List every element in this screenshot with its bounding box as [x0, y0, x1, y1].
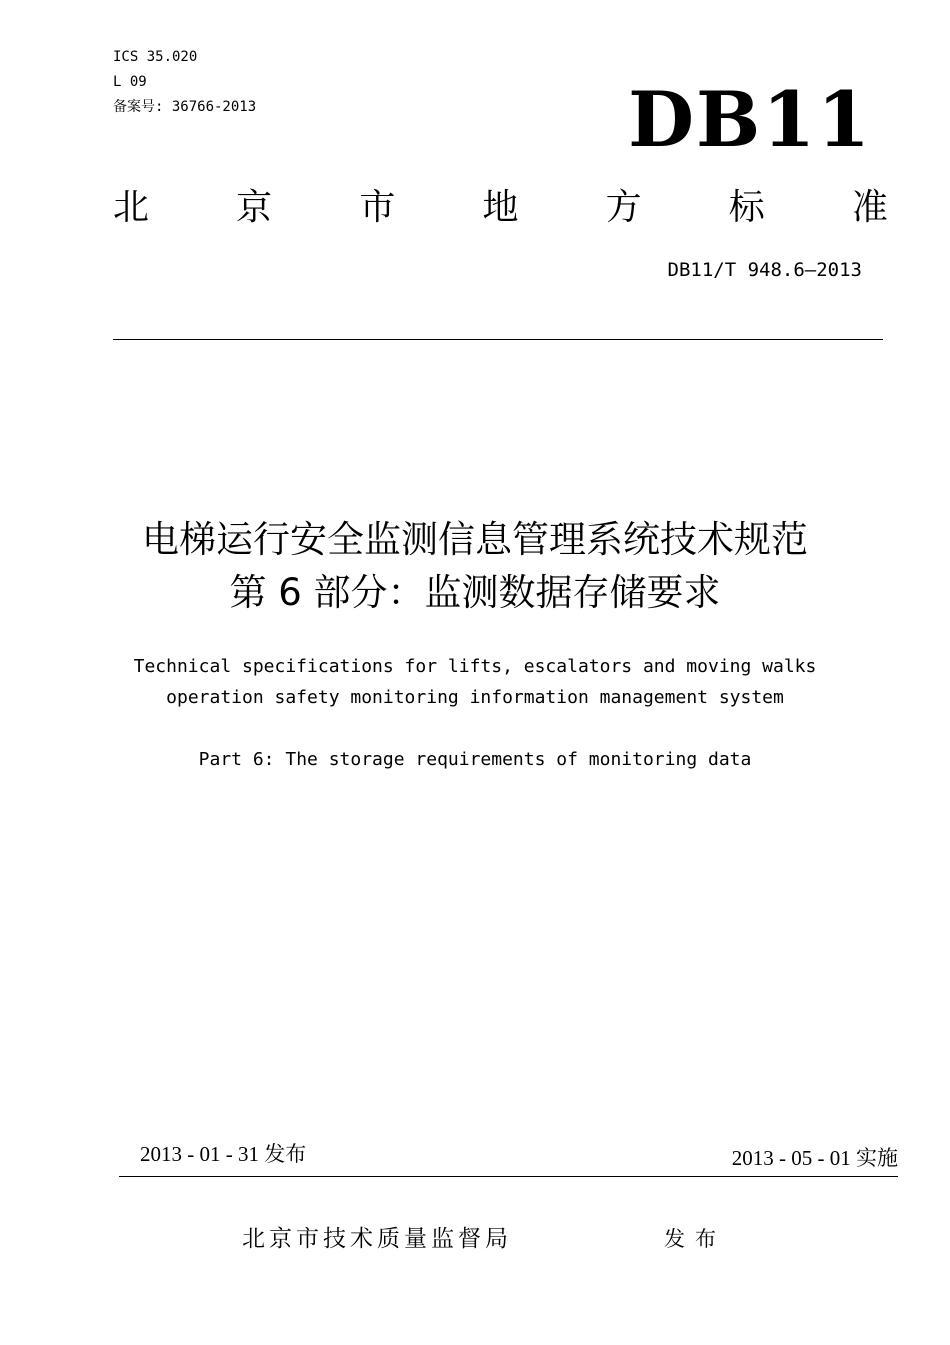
title-english-line-2: operation safety monitoring information management system — [166, 687, 784, 708]
title-chinese-line-2: 第 6 部分：监测数据存储要求 — [229, 571, 721, 614]
issuing-authority: 北京市技术质量监督局 — [242, 1226, 512, 1252]
title-chinese-line-1: 电梯运行安全监测信息管理系统技术规范 — [142, 518, 808, 561]
footer-divider — [119, 1176, 898, 1177]
standard-type-char: 北 — [113, 187, 150, 228]
issued-label: 发布 — [664, 1227, 726, 1251]
standard-type-char: 市 — [359, 187, 396, 228]
standard-type-char: 准 — [851, 187, 888, 228]
header-divider — [113, 339, 883, 340]
standard-type-char: 标 — [728, 187, 765, 228]
standard-type-char: 京 — [236, 187, 273, 228]
standard-type-heading — [113, 186, 888, 230]
ccs-code: L 09 — [113, 74, 147, 90]
implementation-date: 2013 - 05 - 01 实施 — [731, 1146, 898, 1170]
standard-type-char: 地 — [482, 187, 519, 228]
standard-number: DB11/T 948.6—2013 — [667, 259, 862, 281]
filing-number: 备案号: 36766-2013 — [113, 99, 257, 115]
standard-type-char: 方 — [605, 187, 642, 228]
db11-logo: DB11 — [628, 75, 872, 164]
title-english-line-1: Technical specifications for lifts, escalators and moving walks — [133, 656, 817, 677]
issue-date: 2013 - 01 - 31 发布 — [140, 1142, 307, 1166]
title-english-part: Part 6: The storage requirements of monitoring data — [198, 749, 752, 770]
ics-code: ICS 35.020 — [113, 49, 198, 65]
